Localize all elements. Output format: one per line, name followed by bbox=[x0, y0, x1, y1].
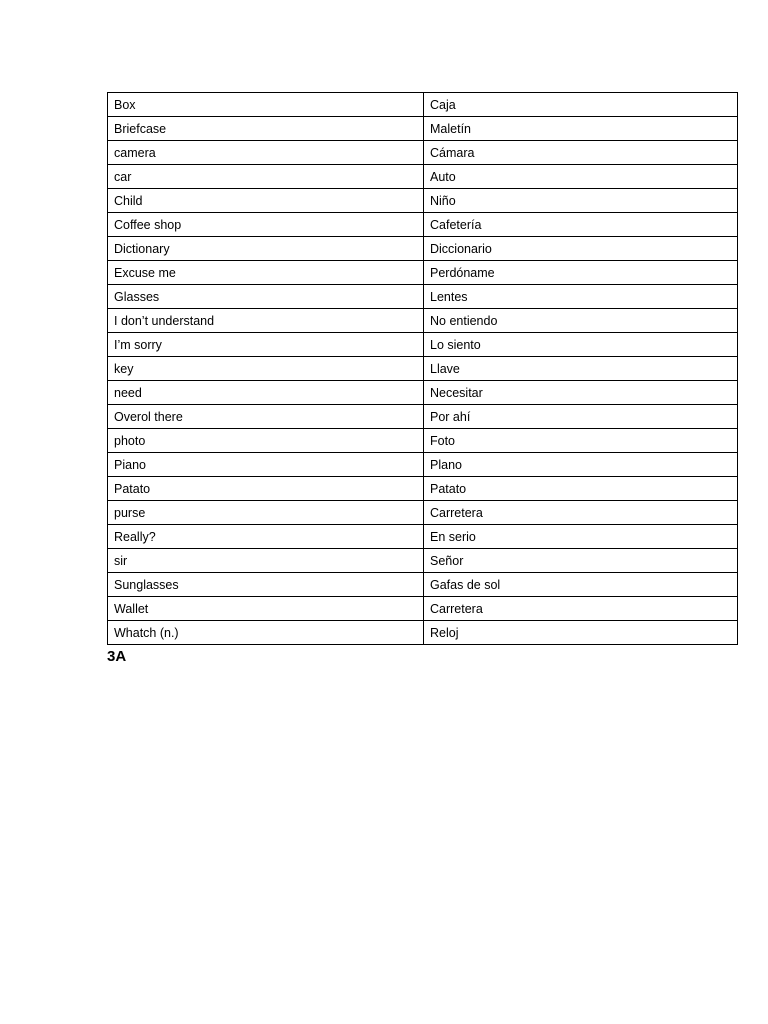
table-row bbox=[108, 405, 738, 429]
spanish-term-cell: Carretera bbox=[424, 501, 738, 525]
english-term-cell: Dictionary bbox=[108, 237, 424, 261]
english-term-cell: Briefcase bbox=[108, 117, 424, 141]
english-term-cell: sir bbox=[108, 549, 424, 573]
table-row bbox=[108, 477, 738, 501]
spanish-term-cell: Diccionario bbox=[424, 237, 738, 261]
english-term-cell: key bbox=[108, 357, 424, 381]
spanish-term-cell: Niño bbox=[424, 189, 738, 213]
table-row bbox=[108, 189, 738, 213]
table-row bbox=[108, 261, 738, 285]
vocabulary-table-body bbox=[108, 93, 738, 645]
spanish-term-cell: Llave bbox=[424, 357, 738, 381]
table-row bbox=[108, 621, 738, 645]
spanish-term-cell: Lo siento bbox=[424, 333, 738, 357]
table-row bbox=[108, 141, 738, 165]
english-term-cell: Excuse me bbox=[108, 261, 424, 285]
table-row bbox=[108, 285, 738, 309]
english-term-cell: Piano bbox=[108, 453, 424, 477]
english-term-cell: Overol there bbox=[108, 405, 424, 429]
english-term-cell: camera bbox=[108, 141, 424, 165]
spanish-term-cell: Foto bbox=[424, 429, 738, 453]
spanish-term-cell: Reloj bbox=[424, 621, 738, 645]
section-label: 3A bbox=[107, 648, 127, 665]
table-row bbox=[108, 117, 738, 141]
table-row bbox=[108, 501, 738, 525]
spanish-term-cell: Plano bbox=[424, 453, 738, 477]
spanish-term-cell: Necesitar bbox=[424, 381, 738, 405]
table-row bbox=[108, 93, 738, 117]
english-term-cell: photo bbox=[108, 429, 424, 453]
english-term-cell: car bbox=[108, 165, 424, 189]
spanish-term-cell: En serio bbox=[424, 525, 738, 549]
table-row bbox=[108, 213, 738, 237]
table-row bbox=[108, 333, 738, 357]
table-row bbox=[108, 597, 738, 621]
english-term-cell: Glasses bbox=[108, 285, 424, 309]
vocabulary-table bbox=[107, 92, 738, 645]
table-row bbox=[108, 237, 738, 261]
english-term-cell: need bbox=[108, 381, 424, 405]
spanish-term-cell: Caja bbox=[424, 93, 738, 117]
table-row bbox=[108, 381, 738, 405]
spanish-term-cell: Señor bbox=[424, 549, 738, 573]
table-row bbox=[108, 573, 738, 597]
table-row bbox=[108, 525, 738, 549]
english-term-cell: purse bbox=[108, 501, 424, 525]
english-term-cell: Wallet bbox=[108, 597, 424, 621]
spanish-term-cell: Gafas de sol bbox=[424, 573, 738, 597]
spanish-term-cell: Cafetería bbox=[424, 213, 738, 237]
spanish-term-cell: Maletín bbox=[424, 117, 738, 141]
english-term-cell: Whatch (n.) bbox=[108, 621, 424, 645]
spanish-term-cell: Por ahí bbox=[424, 405, 738, 429]
table-row bbox=[108, 165, 738, 189]
english-term-cell: Box bbox=[108, 93, 424, 117]
english-term-cell: Sunglasses bbox=[108, 573, 424, 597]
english-term-cell: I don’t understand bbox=[108, 309, 424, 333]
spanish-term-cell: No entiendo bbox=[424, 309, 738, 333]
english-term-cell: Really? bbox=[108, 525, 424, 549]
spanish-term-cell: Carretera bbox=[424, 597, 738, 621]
spanish-term-cell: Patato bbox=[424, 477, 738, 501]
english-term-cell: Child bbox=[108, 189, 424, 213]
spanish-term-cell: Lentes bbox=[424, 285, 738, 309]
table-row bbox=[108, 453, 738, 477]
spanish-term-cell: Perdóname bbox=[424, 261, 738, 285]
spanish-term-cell: Auto bbox=[424, 165, 738, 189]
table-row bbox=[108, 357, 738, 381]
table-row bbox=[108, 549, 738, 573]
table-row bbox=[108, 429, 738, 453]
english-term-cell: Patato bbox=[108, 477, 424, 501]
spanish-term-cell: Cámara bbox=[424, 141, 738, 165]
english-term-cell: Coffee shop bbox=[108, 213, 424, 237]
table-row bbox=[108, 309, 738, 333]
english-term-cell: I’m sorry bbox=[108, 333, 424, 357]
